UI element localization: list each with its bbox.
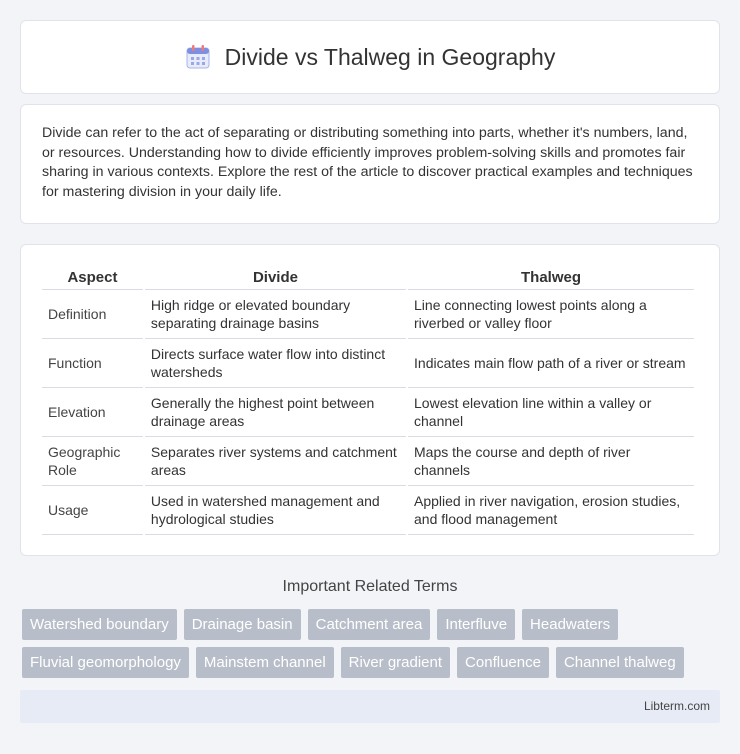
related-term-tag[interactable]: Drainage basin (184, 609, 301, 640)
table-cell-divide: Generally the highest point between drainage areas (145, 388, 406, 437)
table-cell-thalweg: Lowest elevation line within a valley or channel (408, 388, 694, 437)
table-cell-thalweg: Applied in river navigation, erosion studies, and flood management (408, 486, 694, 535)
table-cell-aspect: Elevation (42, 388, 143, 437)
table-cell-divide: Separates river systems and catchment areas (145, 437, 406, 486)
comparison-table-card (20, 244, 720, 556)
related-term-tag[interactable]: Catchment area (308, 609, 431, 640)
related-term-tag[interactable]: Channel thalweg (556, 647, 684, 678)
footer-site-link[interactable]: Libterm.com (643, 699, 710, 713)
table-row (42, 437, 694, 486)
table-row (42, 486, 694, 535)
table-cell-divide: Used in watershed management and hydrological studies (145, 486, 406, 535)
table-header-row (42, 265, 694, 290)
table-cell-aspect: Usage (42, 486, 143, 535)
column-header: Aspect (42, 265, 143, 290)
related-term-tag[interactable]: Interfluve (437, 609, 515, 640)
comparison-table (40, 265, 696, 535)
table-cell-thalweg: Maps the course and depth of river channels (408, 437, 694, 486)
related-term-tag[interactable]: Headwaters (522, 609, 618, 640)
intro-text: Divide can refer to the act of separating or distributing something into parts, whether it's numbers, land, or resources. Understanding how to divide efficiently improves problem-solving skills and promotes fair sharing in various contexts. Explore the rest of the article to discover practical examples and techniques for mastering division in your daily life. (42, 125, 693, 200)
intro-card (20, 104, 720, 224)
table-cell-aspect: Geographic Role (42, 437, 143, 486)
table-row (42, 339, 694, 388)
table-row (42, 290, 694, 339)
table-cell-aspect: Definition (42, 290, 143, 339)
footer (20, 690, 720, 723)
table-cell-aspect: Function (42, 339, 143, 388)
table-cell-thalweg: Line connecting lowest points along a riverbed or valley floor (408, 290, 694, 339)
related-term-tag[interactable]: River gradient (341, 647, 450, 678)
table-cell-divide: High ridge or elevated boundary separating drainage basins (145, 290, 406, 339)
header-card (20, 20, 720, 94)
table-row (42, 388, 694, 437)
related-term-tag[interactable]: Confluence (457, 647, 549, 678)
table-cell-thalweg: Indicates main flow path of a river or stream (408, 339, 694, 388)
column-header: Thalweg (408, 265, 694, 290)
related-term-tag[interactable]: Fluvial geomorphology (22, 647, 189, 678)
table-cell-divide: Directs surface water flow into distinct watersheds (145, 339, 406, 388)
related-term-tag[interactable]: Watershed boundary (22, 609, 177, 640)
related-terms-list (22, 609, 722, 685)
related-terms-title: Important Related Terms (282, 578, 458, 595)
calendar-icon (185, 44, 211, 70)
column-header: Divide (145, 265, 406, 290)
related-term-tag[interactable]: Mainstem channel (196, 647, 334, 678)
page-title: Divide vs Thalweg in Geography (224, 43, 556, 70)
